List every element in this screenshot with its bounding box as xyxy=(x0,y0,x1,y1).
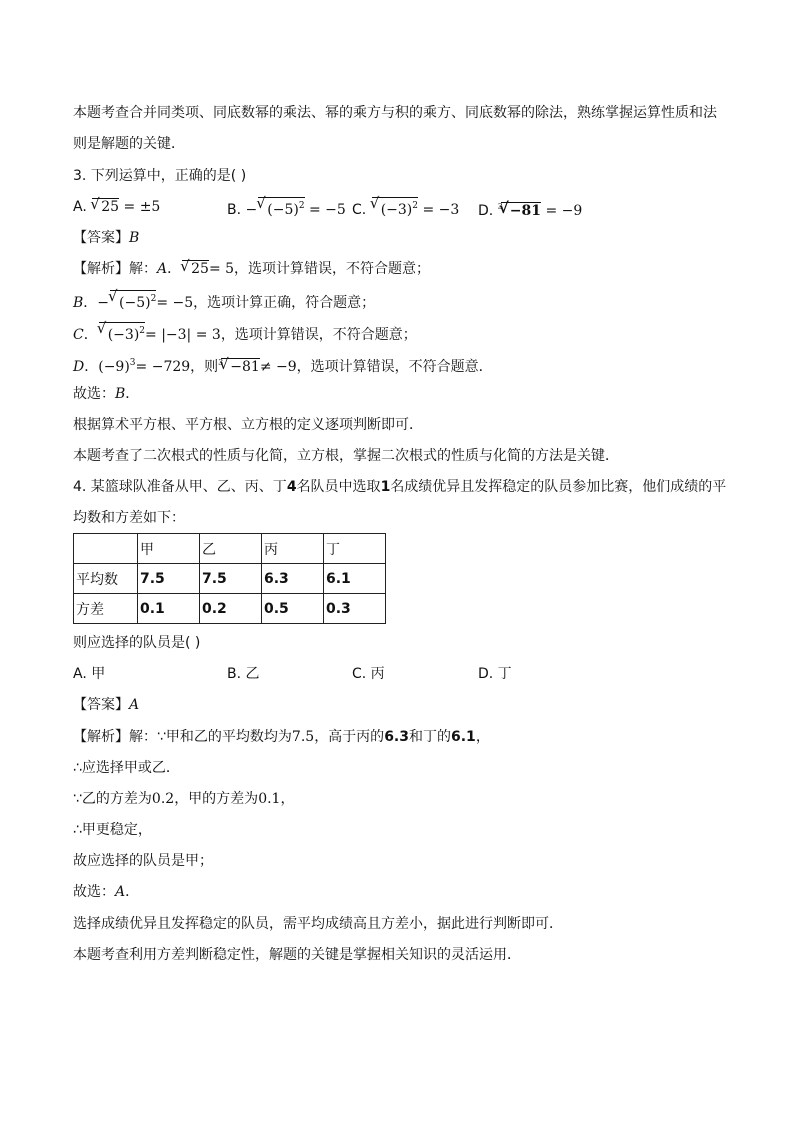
table-row xyxy=(74,564,386,594)
q4-score-table xyxy=(73,533,386,624)
q4-analysis-2: ∴应选择甲或乙． xyxy=(73,760,180,776)
intro-line-1: 本题考查合并同类项、同底数幂的乘法、幂的乘方与积的乘方、同底数幂的除法，熟练掌握运算性质和法 xyxy=(73,105,717,121)
table-row-label: 平均数 xyxy=(74,564,138,594)
q3-answer: 【答案】B xyxy=(73,230,140,246)
q4-stem-1: 4. 某篮球队准备从甲、乙、丙、丁4名队员中选取1名成绩优异且发挥稳定的队员参加比赛，他们成绩的平 xyxy=(73,479,727,495)
table-cell: 0.2 xyxy=(200,594,262,624)
q4-stem-2: 均数和方差如下： xyxy=(73,510,185,526)
q3-option-b: B. −√ $(-5)^2 = -5$ xyxy=(227,197,346,220)
table-header-cell: 甲 xyxy=(138,534,200,564)
table-cell: 0.3 xyxy=(324,594,386,624)
q3-choose: 故选：B． xyxy=(73,386,140,402)
q4-summary-2: 本题考查利用方差判断稳定性，解题的关键是掌握相关知识的灵活运用． xyxy=(73,947,521,963)
q3-analysis-d: D．$(-9)^3= -729$，则$^3$√ −81≠ −9，选项计算错误，不符合题意． xyxy=(73,353,493,377)
q4-analysis-1: 【解析】解：∵甲和乙的平均数均为7.5，高于丙的6.3和丁的6.1， xyxy=(73,729,490,745)
q4-option-b: B. 乙 xyxy=(227,666,260,682)
table-cell xyxy=(74,534,138,564)
q4-analysis-3: ∵乙的方差为0.2，甲的方差为0.1， xyxy=(73,791,295,807)
q4-analysis-5: 故应选择的队员是甲； xyxy=(73,853,213,869)
table-cell: 6.1 xyxy=(324,564,386,594)
table-cell: 7.5 xyxy=(138,564,200,594)
q3-analysis-c: C．√ $(-3)^2= |-3| = 3$，选项计算错误，不符合题意； xyxy=(73,322,417,345)
q4-option-a: A. 甲 xyxy=(73,666,106,682)
q4-choose: 故选：A． xyxy=(73,884,140,900)
q3-summary-1: 根据算术平方根、平方根、立方根的定义逐项判断即可． xyxy=(73,417,423,433)
q3-analysis-b: B．−√ $(-5)^2= -5$，选项计算正确，符合题意； xyxy=(73,290,375,313)
q3-option-d: D. $^3$√ −81 = −9 xyxy=(478,197,582,221)
q3-analysis-a: 【解析】解：A．√ 25= 5，选项计算错误，不符合题意； xyxy=(73,259,430,279)
q4-analysis-4: ∴甲更稳定， xyxy=(73,822,152,838)
intro-line-2: 则是解题的关键． xyxy=(73,136,185,152)
table-cell: 7.5 xyxy=(200,564,262,594)
table-header-cell: 乙 xyxy=(200,534,262,564)
q4-option-c: C. 丙 xyxy=(352,666,385,682)
table-header-cell: 丁 xyxy=(324,534,386,564)
table-cell: 6.3 xyxy=(262,564,324,594)
table-row xyxy=(74,534,386,564)
q4-ask: 则应选择的队员是( ) xyxy=(73,635,201,651)
q4-option-d: D. 丁 xyxy=(478,666,512,682)
table-row-label: 方差 xyxy=(74,594,138,624)
q3-stem: 3. 下列运算中，正确的是( ) xyxy=(73,168,247,184)
q4-answer: 【答案】A xyxy=(73,697,140,713)
q3-summary-2: 本题考查了二次根式的性质与化简，立方根，掌握二次根式的性质与化简的方法是关键． xyxy=(73,448,619,464)
table-row xyxy=(74,594,386,624)
q3-option-c: C. √ $(-3)^2 = -3$ xyxy=(352,197,459,220)
table-cell: 0.5 xyxy=(262,594,324,624)
table-header-cell: 丙 xyxy=(262,534,324,564)
q3-option-a: A. √ 25 = ±5 xyxy=(73,197,160,217)
q4-summary-1: 选择成绩优异且发挥稳定的队员，需平均成绩高且方差小，据此进行判断即可． xyxy=(73,916,563,932)
table-cell: 0.1 xyxy=(138,594,200,624)
